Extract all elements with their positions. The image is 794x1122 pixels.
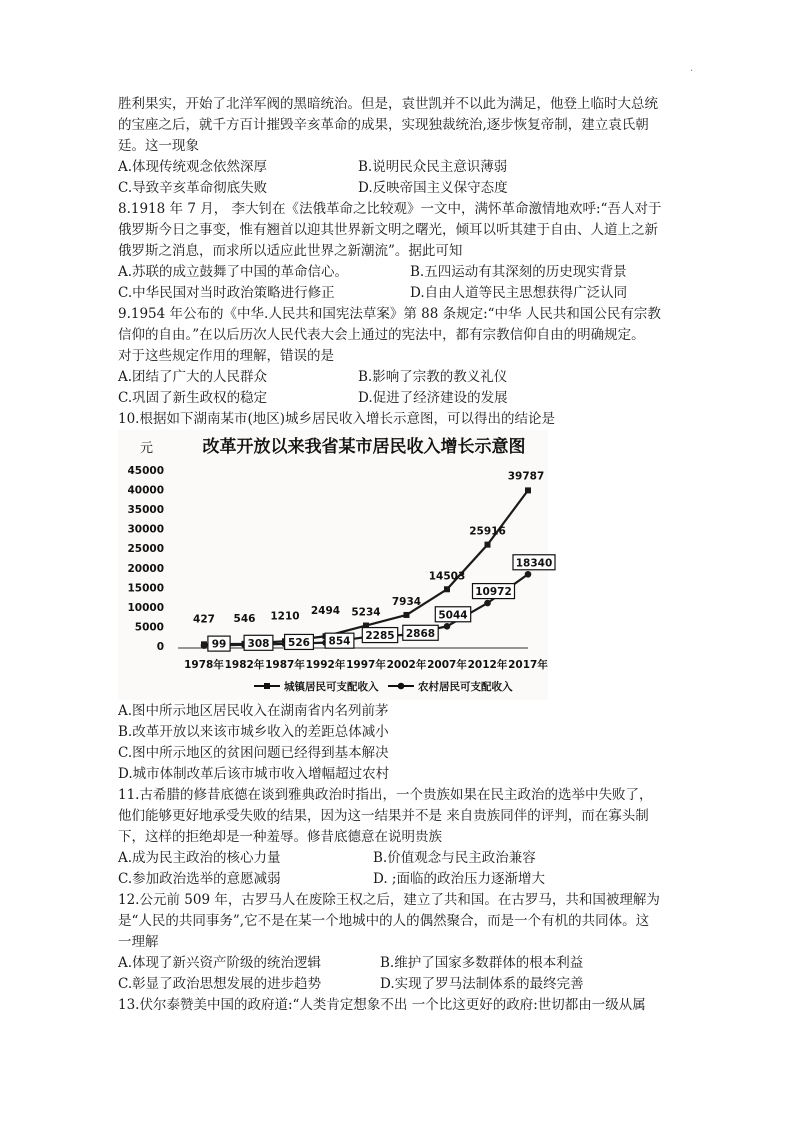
rural-income-label: 526 bbox=[288, 636, 310, 649]
urban-income-label: 2494 bbox=[310, 605, 341, 618]
q13-stem bbox=[118, 995, 683, 1016]
x-tick-label: 2007年 bbox=[427, 659, 467, 671]
urban-income-label: 427 bbox=[193, 613, 215, 626]
rural-income-point bbox=[484, 600, 491, 607]
q10-options bbox=[118, 701, 683, 785]
y-tick-label: 35000 bbox=[127, 504, 164, 517]
rural-income-label: 10972 bbox=[475, 586, 512, 599]
y-tick-label: 40000 bbox=[127, 484, 164, 497]
q9-options bbox=[118, 367, 683, 409]
option-a: A.体现传统观念依然深厚 bbox=[118, 159, 268, 175]
q12-stem bbox=[118, 890, 683, 953]
rural-income-point bbox=[444, 623, 451, 630]
option-d: D.实现了罗马法制体系的最终完善 bbox=[380, 976, 584, 992]
urban-income-point bbox=[525, 487, 531, 493]
stem-line: 8.1918 年 7 月， 李大钊在《法俄革命之比较观》一文中，满怀革命激情地欢呼:“吾人对于 bbox=[118, 201, 662, 217]
stem-line: 是“人民的共同事务”,它不是在某一个地城中的人的偶然聚合，而是一个有机的共同体。这 bbox=[118, 913, 650, 929]
rural-income-label: 308 bbox=[247, 637, 270, 650]
option-row bbox=[118, 283, 683, 304]
legend-urban-marker bbox=[264, 683, 270, 689]
y-tick-label: 45000 bbox=[127, 465, 164, 477]
x-tick-label: 1982年 bbox=[224, 659, 265, 671]
option-row bbox=[118, 178, 683, 199]
stem-line: 13.伏尔泰赞美中国的政府道:“人类肯定想象不出 一个比这更好的政府:世切都由一级从属 bbox=[118, 997, 646, 1013]
urban-income-label: 5234 bbox=[351, 606, 381, 619]
y-axis-unit: 元 bbox=[140, 441, 154, 456]
option-b: B.五四运动有其深刻的历史现实背景 bbox=[410, 264, 627, 280]
q11-options bbox=[118, 848, 683, 890]
q9-stem bbox=[118, 304, 683, 367]
x-tick-label: 1997年 bbox=[346, 659, 386, 671]
passage-line: 胜利果实，开始了北洋军阀的黑暗统治。但是，袁世凯并不以此为满足，他登上临时大总统 bbox=[118, 96, 658, 112]
option-row bbox=[118, 262, 683, 283]
stem-line: 一理解 bbox=[118, 934, 159, 950]
rural-income-label: 5044 bbox=[438, 609, 468, 622]
option-a: A.团结了广大的人民群众 bbox=[118, 369, 268, 385]
chart-title: 改革开放以来我省某市居民收入增长示意图 bbox=[202, 437, 526, 457]
option-row bbox=[118, 848, 683, 869]
y-tick-label: 10000 bbox=[127, 601, 164, 614]
option-d: D. ;面临的政治压力逐渐增大 bbox=[373, 871, 545, 887]
option-c: C.导致辛亥革命彻底失败 bbox=[118, 180, 268, 196]
x-tick-label: 2012年 bbox=[467, 659, 508, 671]
rural-income-label: 99 bbox=[211, 638, 227, 651]
stem-line: 信仰的自由。”在以后历次人民代表大会上通过的宪法中，都有宗教信仰自由的明确规定。 bbox=[118, 327, 645, 343]
option-row bbox=[118, 157, 683, 178]
option-row bbox=[118, 974, 683, 995]
y-tick-label: 0 bbox=[156, 641, 164, 653]
q8-options bbox=[118, 262, 683, 304]
legend-urban-label: 城镇居民可支配收入 bbox=[284, 681, 379, 693]
stem-line: 他们能够更好地承受失败的结果，因为这一结果并不是 来自贵族同伴的评判，而在寡头制 bbox=[118, 808, 649, 824]
y-tick-label: 25000 bbox=[127, 543, 164, 556]
option-c: C.图中所示地区的贫困问题已经得到基本解决 bbox=[118, 745, 389, 761]
y-tick-label: 15000 bbox=[127, 582, 164, 595]
option-a: A.成为民主政治的核心力量 bbox=[118, 850, 281, 866]
option-c: C.参加政治选举的意愿减弱 bbox=[118, 871, 281, 887]
x-axis-ticks bbox=[184, 658, 548, 671]
stem-line: 12.公元前 509 年，古罗马人在废除王权之后，建立了共和国。在古罗马，共和国被理解为 bbox=[118, 892, 660, 908]
option-a: A.体现了新兴资产阶级的统治逻辑 bbox=[118, 955, 322, 971]
stem-line: 9.1954 年公布的《中华.人民共和国宪法草案》第 88 条规定:“中华 人民共和国公民有宗教 bbox=[118, 306, 661, 322]
legend-rural-marker bbox=[398, 683, 405, 690]
q8-stem bbox=[118, 199, 683, 262]
option-d: D.自由人道等民主思想获得广泛认同 bbox=[410, 285, 628, 301]
option-d: D.促进了经济建设的发展 bbox=[358, 390, 508, 406]
q7-options bbox=[118, 157, 683, 199]
option-a: A.图中所示地区居民收入在湖南省内名列前茅 bbox=[118, 703, 389, 719]
option-row bbox=[118, 869, 683, 890]
urban-income-point bbox=[444, 586, 450, 592]
option-row bbox=[118, 367, 683, 388]
option-row bbox=[118, 388, 683, 409]
option-b: B.影响了宗教的教义礼仪 bbox=[358, 369, 508, 385]
x-tick-label: 1992年 bbox=[305, 659, 346, 671]
legend-rural-label: 农村居民可支配收入 bbox=[418, 681, 513, 693]
y-tick-label: 30000 bbox=[127, 523, 164, 536]
urban-income-label: 14503 bbox=[428, 570, 466, 583]
y-tick-label: 20000 bbox=[127, 562, 164, 575]
urban-income-label: 7934 bbox=[391, 595, 422, 608]
x-tick-label: 1987年 bbox=[265, 659, 305, 671]
option-a: A.苏联的成立鼓舞了中国的革命信心。 bbox=[118, 264, 349, 280]
option-c: C.巩固了新生政权的稳定 bbox=[118, 390, 268, 406]
corner-mark: · bbox=[690, 66, 694, 77]
rural-income-point bbox=[201, 642, 208, 649]
stem-line: 11.古希腊的修昔底德在谈到雅典政治时指出，一个贵族如果在民主政治的选举中失败了， bbox=[118, 787, 653, 803]
option-b: B.维护了国家多数群体的根本利益 bbox=[380, 955, 584, 971]
urban-income-label: 25916 bbox=[469, 525, 506, 538]
x-tick-label: 1978年 bbox=[184, 659, 224, 671]
urban-income-label: 1210 bbox=[270, 610, 300, 623]
q7-passage bbox=[118, 94, 683, 157]
urban-income-label: 546 bbox=[233, 612, 256, 625]
option-c: C.中华民国对当时政治策略进行修正 bbox=[118, 285, 335, 301]
stem-line: 10.根据如下湖南某市(地区)城乡居民收入增长示意图，可以得出的结论是 bbox=[118, 411, 556, 427]
q10-stem bbox=[118, 409, 683, 430]
q12-options bbox=[118, 953, 683, 995]
urban-income-point bbox=[485, 542, 491, 548]
income-chart bbox=[118, 430, 553, 700]
stem-line: 对于这些规定作用的理解，错误的是 bbox=[118, 348, 334, 364]
option-b: B.改革开放以来该市城乡收入的差距总体减小 bbox=[118, 724, 389, 740]
option-d: D.反映帝国主义保守态度 bbox=[358, 180, 508, 196]
rural-income-label: 18340 bbox=[515, 557, 553, 570]
q11-stem bbox=[118, 785, 683, 848]
stem-line: 俄罗斯今日之事变，惟有翘首以迎其世界新文明之曙光，倾耳以听其建于自由、人道上之新 bbox=[118, 222, 658, 238]
passage-line: 廷。这一现象 bbox=[118, 138, 199, 154]
rural-income-label: 2285 bbox=[365, 630, 395, 643]
option-c: C.彰显了政治思想发展的进步趋势 bbox=[118, 976, 322, 992]
stem-line: 俄罗斯之消息，而求所以适应此世界之新潮流”。据此可知 bbox=[118, 243, 463, 259]
rural-income-point bbox=[525, 571, 532, 578]
rural-income-label: 2868 bbox=[405, 627, 436, 640]
urban-income-label: 39787 bbox=[507, 470, 545, 483]
x-tick-label: 2002年 bbox=[386, 659, 427, 671]
option-row bbox=[118, 953, 683, 974]
passage-line: 的宝座之后，就千方百计摧毁辛亥革命的成果，实现独裁统治,逐步恢复帝制，建立袁氏朝 bbox=[118, 117, 649, 133]
urban-income-point bbox=[404, 612, 410, 618]
option-d: D.城市体制改革后该市城市收入增幅超过农村 bbox=[118, 766, 390, 782]
option-b: B.说明民众民主意识薄弱 bbox=[358, 159, 508, 175]
rural-income-label: 854 bbox=[328, 635, 351, 648]
stem-line: 下，这样的拒绝却是一种羞辱。修昔底德意在说明贵族 bbox=[118, 829, 442, 845]
option-b: B.价值观念与民主政治兼容 bbox=[373, 850, 536, 866]
y-tick-label: 5000 bbox=[134, 621, 164, 634]
x-tick-label: 2017年 bbox=[508, 659, 548, 671]
